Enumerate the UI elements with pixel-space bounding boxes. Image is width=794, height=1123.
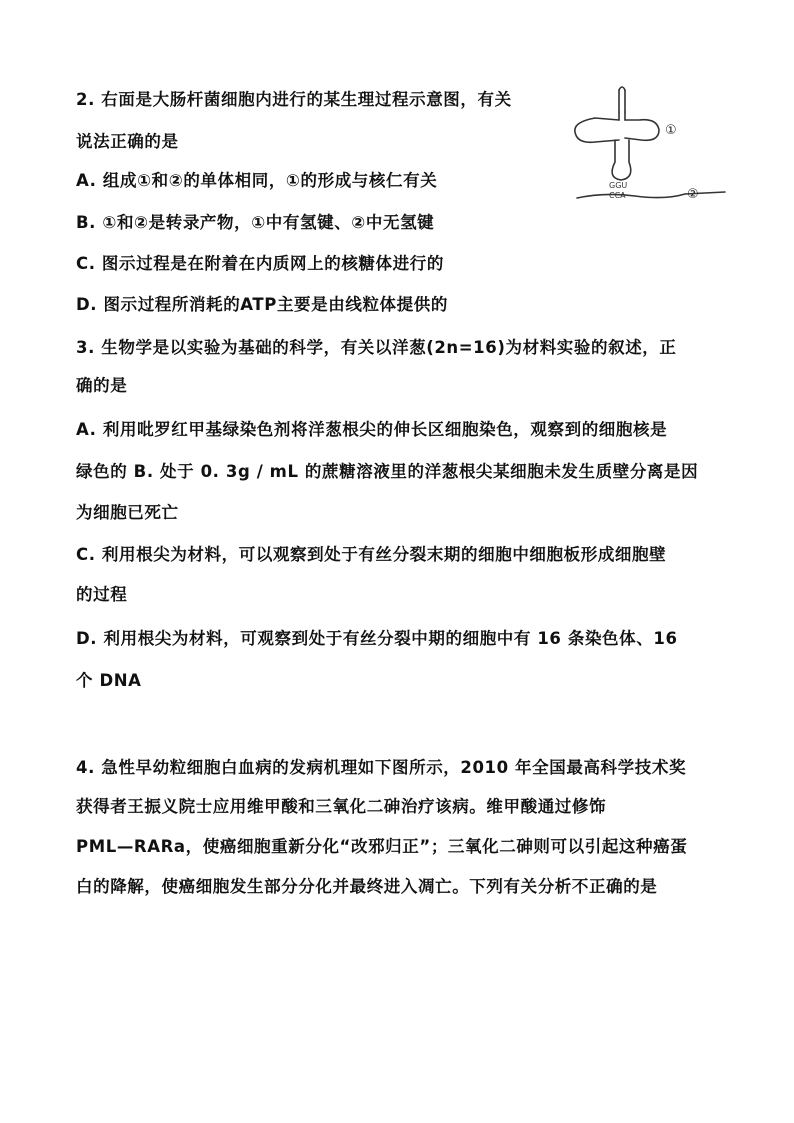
anticodon-label: GGU bbox=[609, 181, 628, 190]
q2-option-c: C. 图示过程是在附着在内质网上的核糖体进行的 bbox=[76, 254, 444, 273]
q4-stem-line-4: 白的降解，使癌细胞发生部分分化并最终进入凋亡。下列有关分析不正确的是 bbox=[76, 877, 658, 896]
label-2: ② bbox=[687, 187, 699, 202]
q2-option-b: B. ①和②是转录产物，①中有氢键、②中无氢键 bbox=[76, 213, 435, 232]
q3-stem-line-2: 确的是 bbox=[76, 376, 128, 395]
q2-stem-line-1: 2. 右面是大肠杆菌细胞内进行的某生理过程示意图，有关 bbox=[76, 90, 512, 109]
q3-option-a-line-1: A. 利用吡罗红甲基绿染色剂将洋葱根尖的伸长区细胞染色，观察到的细胞核是 bbox=[76, 420, 668, 439]
q4-stem-line-3: PML—RARa，使癌细胞重新分化“改邪归正”；三氧化二砷则可以引起这种癌蛋 bbox=[76, 837, 688, 856]
q2-stem-line-2: 说法正确的是 bbox=[76, 132, 179, 151]
q3-option-c-line-2: 的过程 bbox=[76, 585, 128, 604]
q2-option-a: A. 组成①和②的单体相同，①的形成与核仁有关 bbox=[76, 171, 438, 190]
codon-label: CCA bbox=[609, 191, 626, 200]
label-1: ① bbox=[665, 123, 677, 138]
q3-option-d-line-2: 个 DNA bbox=[76, 671, 142, 690]
q3-stem-line-1: 3. 生物学是以实验为基础的科学，有关以洋葱(2n=16)为材料实验的叙述，正 bbox=[76, 338, 677, 357]
q3-option-d-line-1: D. 利用根尖为材料，可观察到处于有丝分裂中期的细胞中有 16 条染色体、16 bbox=[76, 629, 678, 648]
q4-stem-line-1: 4. 急性早幼粒细胞白血病的发病机理如下图所示，2010 年全国最高科学技术奖 bbox=[76, 758, 687, 777]
trna-translation-diagram bbox=[565, 80, 735, 210]
q4-stem-line-2: 获得者王振义院士应用维甲酸和三氧化二砷治疗该病。维甲酸通过修饰 bbox=[76, 797, 607, 816]
q3-option-b-line-2: 为细胞已死亡 bbox=[76, 503, 179, 522]
q2-option-d: D. 图示过程所消耗的ATP主要是由线粒体提供的 bbox=[76, 295, 448, 314]
q3-option-a-line-2: 绿色的 B. 处于 0. 3g / mL 的蔗糖溶液里的洋葱根尖某细胞未发生质壁分离是因 bbox=[76, 462, 699, 481]
q3-option-c-line-1: C. 利用根尖为材料，可以观察到处于有丝分裂末期的细胞中细胞板形成细胞壁 bbox=[76, 545, 667, 564]
